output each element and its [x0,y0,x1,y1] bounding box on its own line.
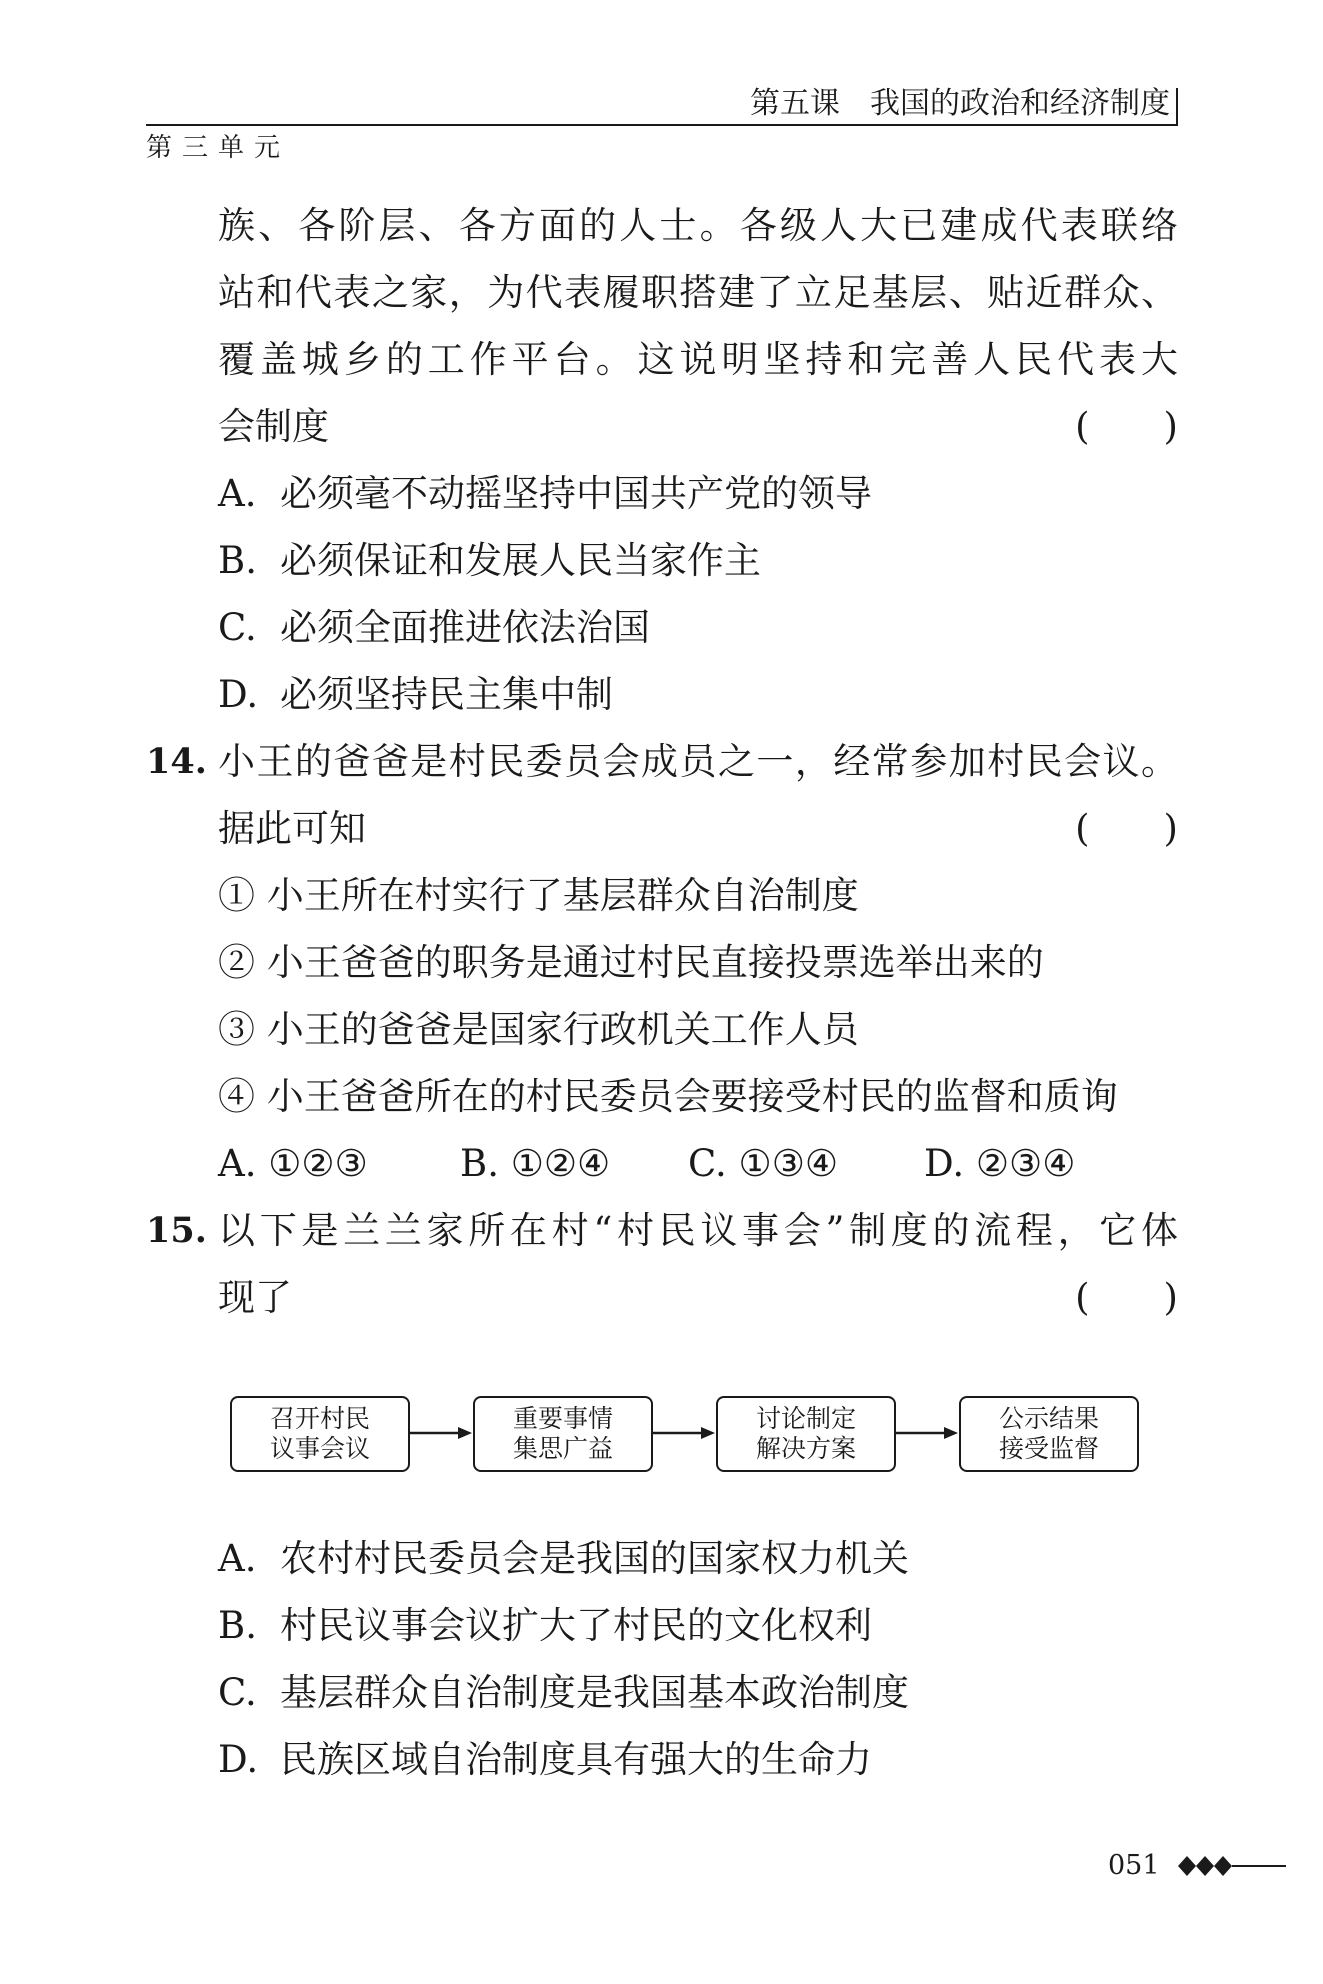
option-text: 村民议事会议扩大了村民的文化权利 [280,1604,872,1647]
option-text: 农村村民委员会是我国的国家权力机关 [280,1537,909,1580]
option-letter: D. [218,673,259,716]
q14-number: 14. [146,741,207,782]
diamond-ornament-icon [1168,1850,1288,1882]
arrow-right-icon [410,1423,473,1443]
flow-step-line: 公示结果 [998,1404,1099,1433]
q13-option-c [218,595,1178,661]
q15-option-a [218,1526,1178,1592]
unit-label: 第三单元 [146,133,291,163]
header-vertical-rule [1176,88,1178,126]
q14-statement-4: ④ 小王爸爸所在的村民委员会要接受村民的监督和质询 [218,1075,1118,1118]
flow-step-line: 重要事情 [512,1404,613,1433]
q15-option-c [218,1660,1178,1726]
option-text: 必须保证和发展人民当家作主 [280,539,761,582]
option-letter: C. [218,606,257,649]
flow-step-2 [473,1396,653,1472]
option-letter: A. [218,1537,257,1580]
q14-choice-a [218,1131,368,1197]
option-letter: D. [218,1738,259,1781]
q15-option-b [218,1593,1178,1659]
arrow-right-icon [653,1423,716,1443]
q13-text-line-1: 族、各阶层、各方面的人士。各级人大已建成代表联络 [218,204,1178,247]
q13-answer-parens: ( ) [1075,405,1178,448]
lesson-title: 第五课 我国的政治和经济制度 [750,86,1170,121]
option-letter: A. [218,472,257,515]
flow-step-line: 召开村民 [269,1404,370,1433]
q14-choice-d [924,1131,1075,1197]
q15-text-line-2: 现了 [218,1276,292,1319]
option-text: ①②③ [268,1142,368,1185]
q15-answer-parens: ( ) [1075,1276,1178,1319]
option-letter: C. [688,1142,727,1185]
option-text: 必须毫不动摇坚持中国共产党的领导 [280,472,872,515]
flow-step-line: 议事会议 [269,1434,370,1463]
option-letter: B. [218,539,257,582]
q14-text-line-2: 据此可知 [218,807,366,850]
q15-option-d [218,1727,1178,1793]
village-council-flowchart [230,1396,1150,1480]
q14-statement-1: ① 小王所在村实行了基层群众自治制度 [218,874,859,917]
option-text: 必须全面推进依法治国 [280,606,650,649]
q13-text-line-4: 会制度 [218,405,329,448]
flow-step-line: 集思广益 [512,1434,613,1463]
q13-option-a [218,461,1178,527]
flow-step-line: 解决方案 [755,1434,856,1463]
option-letter: C. [218,1671,257,1714]
option-text: ①③④ [738,1142,839,1185]
q14-answer-parens: ( ) [1075,807,1178,850]
q13-text-line-3: 覆盖城乡的工作平台。这说明坚持和完善人民代表大 [218,338,1178,381]
option-letter: D. [924,1142,965,1185]
q13-option-d [218,662,1178,728]
flow-step-3 [716,1396,896,1472]
option-letter: B. [218,1604,257,1647]
q14-answer-choices [218,1131,1178,1197]
q15-text-line-1: 以下是兰兰家所在村“村民议事会”制度的流程，它体 [218,1209,1178,1252]
option-letter: B. [460,1142,499,1185]
q14-choice-b [460,1131,610,1197]
q14-statement-3: ③ 小王的爸爸是国家行政机关工作人员 [218,1008,859,1051]
q14-text-line-1: 小王的爸爸是村民委员会成员之一，经常参加村民会议。 [218,740,1178,783]
page-number: 051 [1108,1850,1160,1881]
q15-number: 15. [146,1210,207,1251]
option-letter: A. [218,1142,257,1185]
option-text: 必须坚持民主集中制 [280,673,613,716]
arrow-right-icon [896,1423,959,1443]
q13-text-line-2: 站和代表之家，为代表履职搭建了立足基层、贴近群众、 [218,271,1178,314]
option-text: ①②④ [510,1142,611,1185]
option-text: 民族区域自治制度具有强大的生命力 [280,1738,872,1781]
flow-step-4 [959,1396,1139,1472]
q14-choice-c [688,1131,838,1197]
flow-step-1 [230,1396,410,1472]
q14-statement-2: ② 小王爸爸的职务是通过村民直接投票选举出来的 [218,941,1044,984]
flow-step-line: 讨论制定 [755,1404,856,1433]
option-text: ②③④ [975,1142,1076,1185]
flow-step-line: 接受监督 [998,1434,1099,1463]
q13-option-b [218,528,1178,594]
option-text: 基层群众自治制度是我国基本政治制度 [280,1671,909,1714]
header-rule [146,124,1178,126]
